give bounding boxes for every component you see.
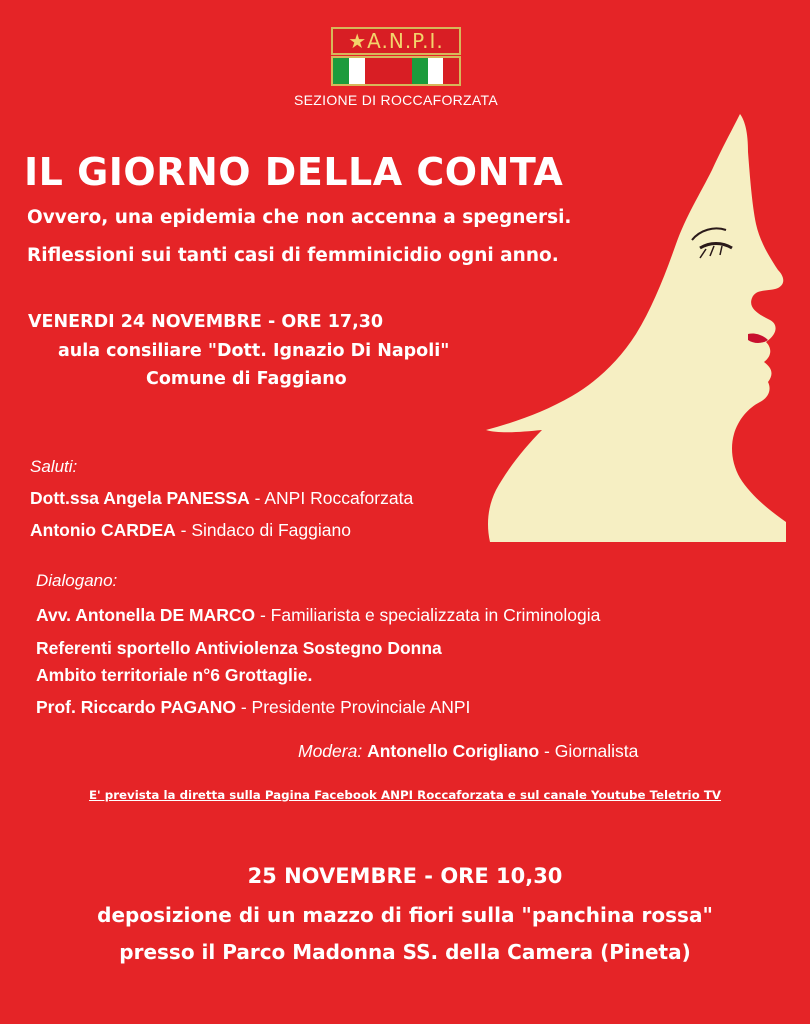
speaker-name: Prof. Riccardo PAGANO	[36, 697, 236, 717]
subtitle-line-2: Riflessioni sui tanti casi di femminicidio ogni anno.	[27, 245, 559, 266]
second-event-line-2: presso il Parco Madonna SS. della Camera (Pineta)	[119, 940, 691, 964]
speaker-name: Avv. Antonella DE MARCO	[36, 605, 256, 625]
live-stream-notice: E' prevista la diretta sulla Pagina Facebook ANPI Roccaforzata e sul canale Youtube Teletrio TV	[89, 788, 721, 802]
speaker-role: - Sindaco di Faggiano	[175, 520, 351, 540]
saluti-header: Saluti:	[30, 457, 78, 476]
moderator-row	[298, 741, 638, 762]
subtitle-line-1: Ovvero, una epidemia che non accenna a spegnersi.	[27, 207, 572, 228]
moderator-role: - Giornalista	[539, 741, 639, 761]
dialogano-row	[36, 697, 470, 718]
speaker-name: Antonio CARDEA	[30, 520, 176, 540]
dialogano-row-referenti: Referenti sportello Antiviolenza Sostegno Donna	[36, 638, 442, 658]
moderator-label: Modera:	[298, 741, 363, 761]
event-town: Comune di Faggiano	[146, 369, 347, 389]
saluti-row	[30, 488, 413, 509]
section-name: SEZIONE DI ROCCAFORZATA	[294, 92, 498, 108]
dialogano-row-ambito: Ambito territoriale n°6 Grottaglie.	[36, 665, 313, 685]
speaker-name: Dott.ssa Angela PANESSA	[30, 488, 250, 508]
dialogano-row	[36, 605, 600, 626]
saluti-row	[30, 520, 351, 541]
event-date: VENERDI 24 NOVEMBRE - ORE 17,30	[28, 312, 384, 332]
italian-flag-icon	[331, 56, 461, 86]
anpi-logo-text: ★A.N.P.I.	[331, 27, 461, 55]
page-title: IL GIORNO DELLA CONTA	[24, 150, 564, 194]
dialogano-header: Dialogano:	[36, 571, 118, 590]
speaker-role: - ANPI Roccaforzata	[249, 488, 414, 508]
second-event-line-1: deposizione di un mazzo di fiori sulla "panchina rossa"	[97, 903, 713, 927]
second-event-date: 25 NOVEMBRE - ORE 10,30	[247, 864, 563, 888]
moderator-name: Antonello Corigliano	[367, 741, 540, 761]
speaker-role: - Familiarista e specializzata in Criminologia	[255, 605, 601, 625]
event-place: aula consiliare "Dott. Ignazio Di Napoli"	[58, 341, 450, 361]
speaker-role: - Presidente Provinciale ANPI	[236, 697, 471, 717]
